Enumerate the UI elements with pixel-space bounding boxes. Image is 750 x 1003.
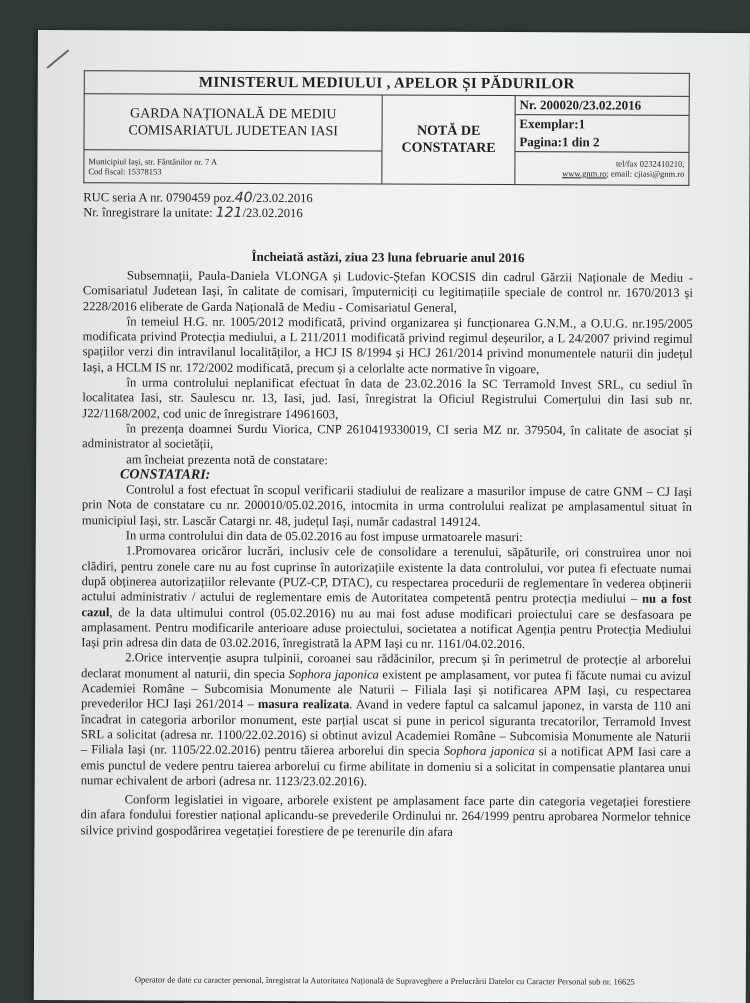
paragraph: In urma controlului din data de 05.02.2016 au fost impuse urmatoarele masuri: xyxy=(125,528,523,545)
pen-mark xyxy=(46,49,69,68)
document-type: NOTĂ DE CONSTATARE xyxy=(382,95,515,185)
paragraph: în temeiul H.G. nr. 1005/2012 modificată, privind organizarea și funcționarea G.N.M., a O.U.G. nr.195/2005 modificata privind Protecția mediului, a L 211/2011 modificată privind regimul deșeurilor, a L 24/2007 privind regimul spațiilor verzi din intravilanul localităților, a HCJ IS 8/1994 și HCJ 261/2014 privind monumentele naturii din județul Iași, a HCLM IS nr. 172/2002 modificată, precum și a celorlalte acte normative în vigoare, xyxy=(82,314,693,376)
paragraph: Conform legislatiei in vigoare, arborele existent pe amplasament face parte din categoria vegetației forestiere din afara fondului forestier național aplicandu-se prevederile Ordinului nr. 264/1999 pentru aprobarea Normelor tehnice silvice privind gospodărirea vegetației forestiere de pe terenurile din afara xyxy=(80,792,691,839)
paragraph: în prezența doamnei Surdu Viorica, CNP 2610419330019, CI seria MZ nr. 379504, în calitate de asociat și administrator al societății, xyxy=(82,421,693,452)
exemplar: Exemplar:1 xyxy=(519,116,586,132)
document-page xyxy=(34,30,750,1003)
header-table xyxy=(83,70,689,186)
document-title: Încheiată astăzi, ziua 23 luna februarie anul 2016 xyxy=(251,248,525,266)
handwritten-position: 40 xyxy=(234,189,253,206)
body-text xyxy=(80,268,692,841)
web-link[interactable]: www.gnm.ro xyxy=(562,168,607,179)
agency-name: GARDA NAȚIONALĂ DE MEDIU COMISARIATUL JUDETEAN IASI xyxy=(84,94,383,151)
measure-1: 1.Promovarea oricăror lucrări, inclusiv cele de consolidare a terenului, săpăturile, ori construirea unor noi clădiri, pentru zonele care nu au fost cuprinse în autorizațiile existente la data controlului, vor putea fi efectuate numai după obținerea autorizațiilor relevante (PUZ-CP, DTAC), cu respectarea procedurii de reglementare în vederea obținerii actului administrativ / actului de reglementare emis de Autoritatea competentă pentru protecția mediului – nu a fost cazul, de la data ultimului control (05.02.2016) nu au mai fost aduse modificari proiectului care se desfasoara pe amplasament. Pentru modificarile anterioare aduse proiectului, societatea a notificat Agenția pentru Protecția Mediului Iași prin adresa din data de 03.02.2016, înregistrată la APM Iași cu nr. 1161/04.02.2016. xyxy=(81,543,692,652)
document-number: Nr. 200020/23.02.2016 xyxy=(515,96,688,116)
agency-contact: tel/fax 0232410210, www.gnm.ro; email: cjiasi@gnm.ro xyxy=(515,152,689,186)
paragraph: în urma controlului neplanificat efectuat în data de 23.02.2016 la SC Terramold Invest SRL, cu sediul în localitatea Iasi, str. Saulescu nr. 13, Iasi, jud. Iasi, înregistrat la Oficiul Registrului Comerțului din Iasi sub nr. J22/1168/2002, cod unic de înregistrare 14961603, xyxy=(82,375,693,421)
page-count: Pagina:1 din 2 xyxy=(519,134,600,150)
paragraph: Controlul a fost efectuat în scopul verificarii stadiului de realizare a masurilor impuse de catre GNM – CJ Iași prin Nota de constatare cu nr. 200010/05.02.2016, intocmita in urma controlului realizat pe amplasamentul situat în municipiul Iași, str. Lascăr Catargi nr. 48, județul Iași, număr cadastral 149124. xyxy=(81,482,693,529)
ruc-line: RUC seria A nr. 0790459 poz.40/23.02.2016 xyxy=(83,189,313,206)
registration-line: Nr. înregistrare la unitate: 121/23.02.2016 xyxy=(83,205,303,222)
footer-note: Operator de date cu caracter personal, înregistrat la Autoritatea Națională de Supraveghere a Prelucrării Datelor cu Caracter Personal sub nr. 16625 xyxy=(134,974,635,987)
ministry-name: MINISTERUL MEDIULUI , APELOR ȘI PĂDURILOR xyxy=(84,71,689,97)
paragraph: am încheiat prezenta notă de constatare: xyxy=(126,451,328,467)
paragraph: Subsemnații, Paula-Daniela VLONGA și Ludovic-Ștefan KOCSIS din cadrul Gărzii Naționale de Mediu - Comisariatul Judetean Iași, în calitate de comisari, împuterniciți cu legitimațiile speciale de control nr. 1670/2013 și 2228/2016 eliberate de Garda Națională de Mediu - Comisariatul General, xyxy=(82,268,693,315)
handwritten-registration: 121 xyxy=(215,205,243,222)
reference-block xyxy=(83,190,693,223)
measure-2: 2.Orice intervenție asupra tulpinii, coroanei sau rădăcinilor, precum și în perimetrul de protecție al arborelui declarat monument al naturii, din specia Sophora japonica existent pe amplasament, vor putea fi făcute numai cu avizul Academiei Române – Subcomisia Monumente ale Naturii – Filiala Iași și notificarea APM Iași, cu respectarea prevederilor HCJ Iași 261/2014 – masura realizata. Avand in vedere faptul ca salcamul japonez, in varsta de 110 ani încadrat in categoria arborilor monument, este parțial uscat si pune in pericol siguranta trecatorilor, Terramold Invest SRL a solicitat (adresa nr. 1100/22.02.2016) si obtinut avizul Academiei Române – Subcomisia Monumente ale Naturii – Filiala Iași (nr. 1105/22.02.2016) pentru tăierea arborelui din specia Sophora japonica si a notificat APM Iasi care a emis punctul de vedere pentru taierea arborelui cu firme abilitate in domeniu si a solicitat in compensatie plantarea unui numar echivalent de arbori (adresa nr. 1123/23.02.2016). xyxy=(80,650,692,789)
section-heading: CONSTATARI: xyxy=(120,467,211,483)
document-ref xyxy=(515,96,689,153)
agency-address: Municipiul Iași, str. Fântânilor nr. 7 A Cod fiscal: 15378153 xyxy=(84,150,383,184)
